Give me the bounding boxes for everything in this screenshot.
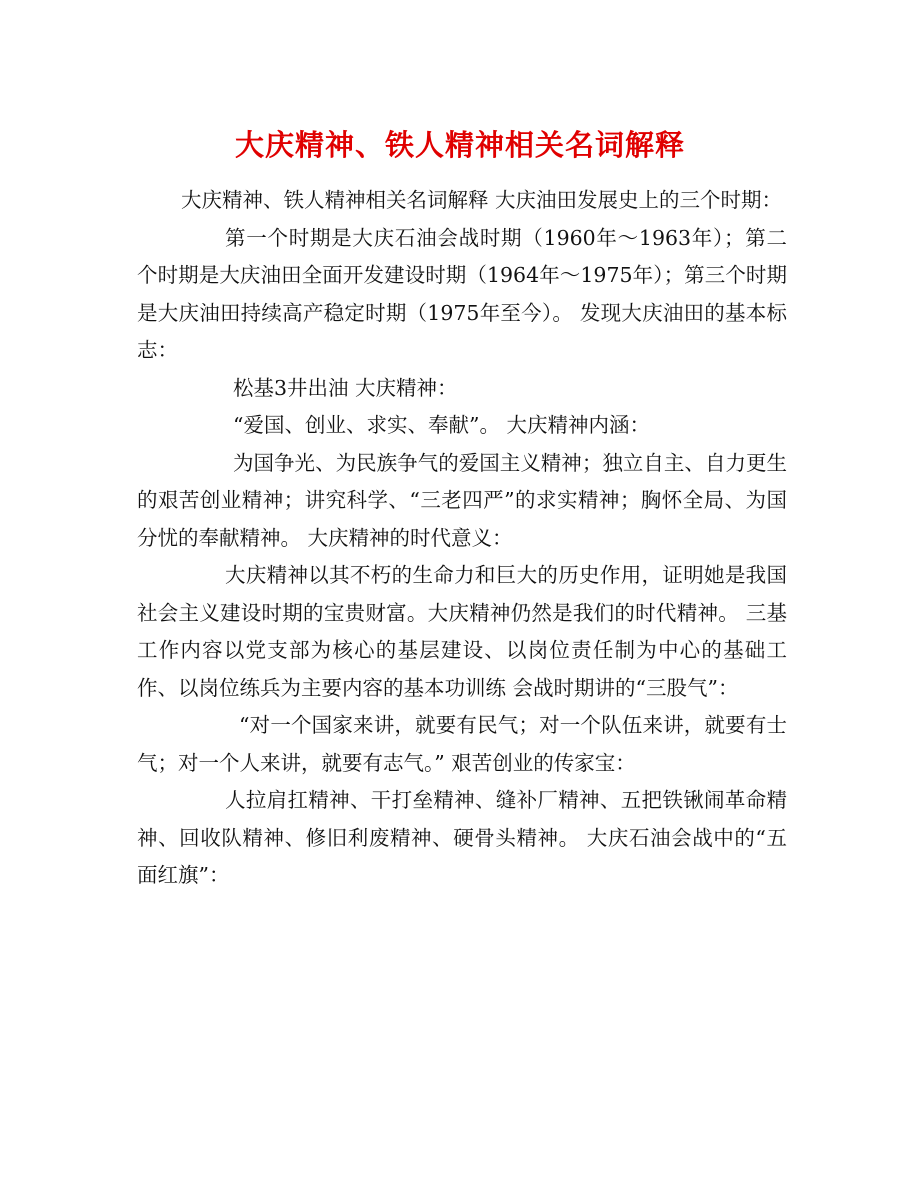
paragraph-three-periods: 第一个时期是大庆石油会战时期（1960年～1963年）；第二个时期是大庆油田全面开发建设时期（1964年～1975年）；第三个时期是大庆油田持续高产稳定时期（1975年至今）。 发现大庆油田的基本标志： [137, 225, 787, 362]
document-title: 大庆精神、铁人精神相关名词解释 [234, 128, 685, 163]
paragraph-three-spirits-quote: “对一个国家来讲，就要有民气；对一个队伍来讲，就要有士气；对一个人来讲，就要有志气。” 艰苦创业的传家宝： [137, 713, 787, 775]
document-body [137, 182, 787, 895]
paragraph-daqing-spirit: “爱国、创业、求实、奉献”。 大庆精神内涵： [233, 413, 650, 437]
paragraph-songji-well: 松基3井出油 大庆精神： [233, 375, 458, 400]
paragraph-spirit-connotation: 为国争光、为民族争气的爱国主义精神；独立自主、自力更生的艰苦创业精神；讲究科学、“三老四严”的求实精神；胸怀全局、为国分忧的奉献精神。 大庆精神的时代意义： [137, 450, 787, 550]
paragraph-three-periods-intro: 大庆精神、铁人精神相关名词解释 大庆油田发展史上的三个时期： [181, 188, 783, 212]
paragraph-era-significance: 大庆精神以其不朽的生命力和巨大的历史作用，证明她是我国社会主义建设时期的宝贵财富。大庆精神仍然是我们的时代精神。 三基工作内容以党支部为核心的基层建设、以岗位责任制为中心的基础工作、以岗位练兵为主要内容的基本功训练 会战时期讲的“三股气”： [137, 563, 787, 700]
paragraph-pioneering-heritage: 人拉肩扛精神、干打垒精神、缝补厂精神、五把铁锹闹革命精神、回收队精神、修旧利废精神、硬骨头精神。 大庆石油会战中的“五面红旗”： [137, 788, 787, 887]
